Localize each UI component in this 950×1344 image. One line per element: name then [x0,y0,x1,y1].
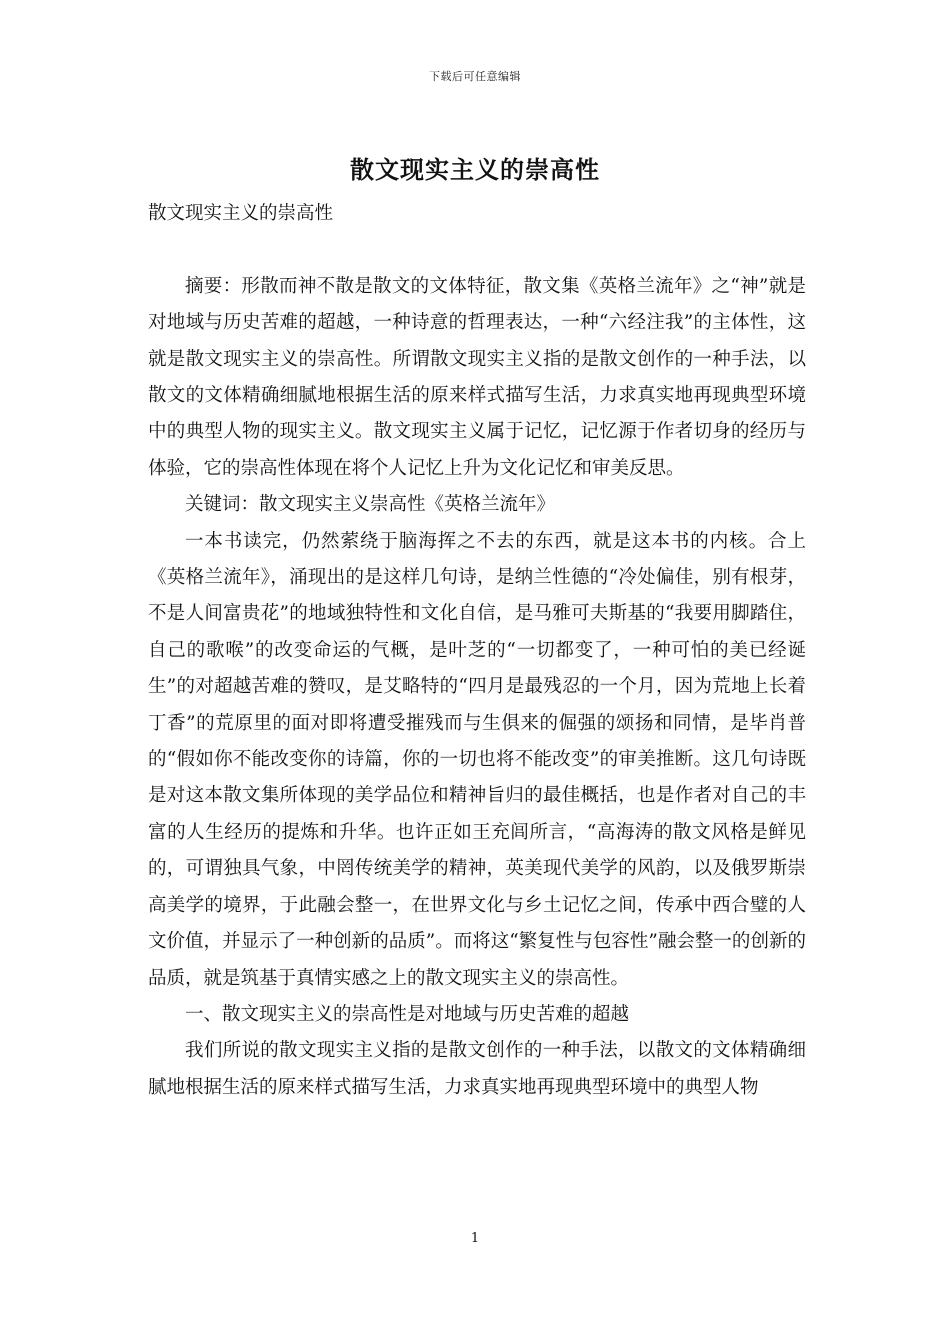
blank-line [148,232,806,268]
page-header-note: 下载后可任意编辑 [429,70,521,83]
abstract-paragraph: 摘要：形散而神不散是散文的文体特征，散文集《英格兰流年》之“神”就是对地域与历史苦难的超越，一种诗意的哲理表达，一种“六经注我”的主体性，这就是散文现实主义的崇高性。所谓散文现实主义指的是散文创作的一种手法，以散文的文体精确细腻地根据生活的原来样式描写生活，力求真实地再现典型环境中的典型人物的现实主义。散文现实主义属于记忆，记忆源于作者切身的经历与体验，它的崇高性体现在将个人记忆上升为文化记忆和审美反思。 [148,275,806,479]
body-paragraph-2: 我们所说的散文现实主义指的是散文创作的一种手法，以散文的文体精确细腻地根据生活的原来样式描写生活，力求真实地再现典型环境中的典型人物 [148,1040,806,1098]
section-heading-1: 一、散文现实主义的崇高性是对地域与历史苦难的超越 [185,1003,630,1025]
page-number: 1 [470,1231,480,1246]
document-subtitle: 散文现实主义的崇高性 [148,203,334,224]
body-paragraph-1: 一本书读完，仍然萦绕于脑海挥之不去的东西，就是这本书的内核。合上《英格兰流年》，涌现出的是这样几句诗，是纳兰性德的“冷处偏佳，别有根芽，不是人间富贵花”的地域独特性和文化自信，是马雅可夫斯基的“我要用脚踏住，自己的歌喉”的改变命运的气概，是叶芝的“一切都变了，一种可怕的美已经诞生”的对超越苦难的赞叹，是艾略特的“四月是最残忍的一个月，因为荒地上长着丁香”的荒原里的面对即将遭受摧残而与生俱来的倔强的颂扬和同情，是毕肖普的“假如你不能改变你的诗篇，你的一切也将不能改变”的审美推断。这几句诗既是对这本散文集所体现的美学品位和精神旨归的最佳概括，也是作者对自己的丰富的人生经历的提炼和升华。也许正如王充闾所言，“高海涛的散文风格是鲜见的，可谓独具气象，中罔传统美学的精神，英美现代美学的风韵，以及俄罗斯崇高美学的境界，于此融会整一，在世界文化与乡土记忆之间，传承中西合璧的人文价值，并显示了一种创新的品质”。而将这“繁复性与包容性”融会整一的创新的品质，就是筑基于真情实感之上的散文现实主义的崇高性。 [148,530,806,989]
keywords-line: 关键词：散文现实主义崇高性《英格兰流年》 [185,494,556,516]
document-title: 散文现实主义的崇高性 [350,155,600,184]
document-body [148,196,806,1106]
